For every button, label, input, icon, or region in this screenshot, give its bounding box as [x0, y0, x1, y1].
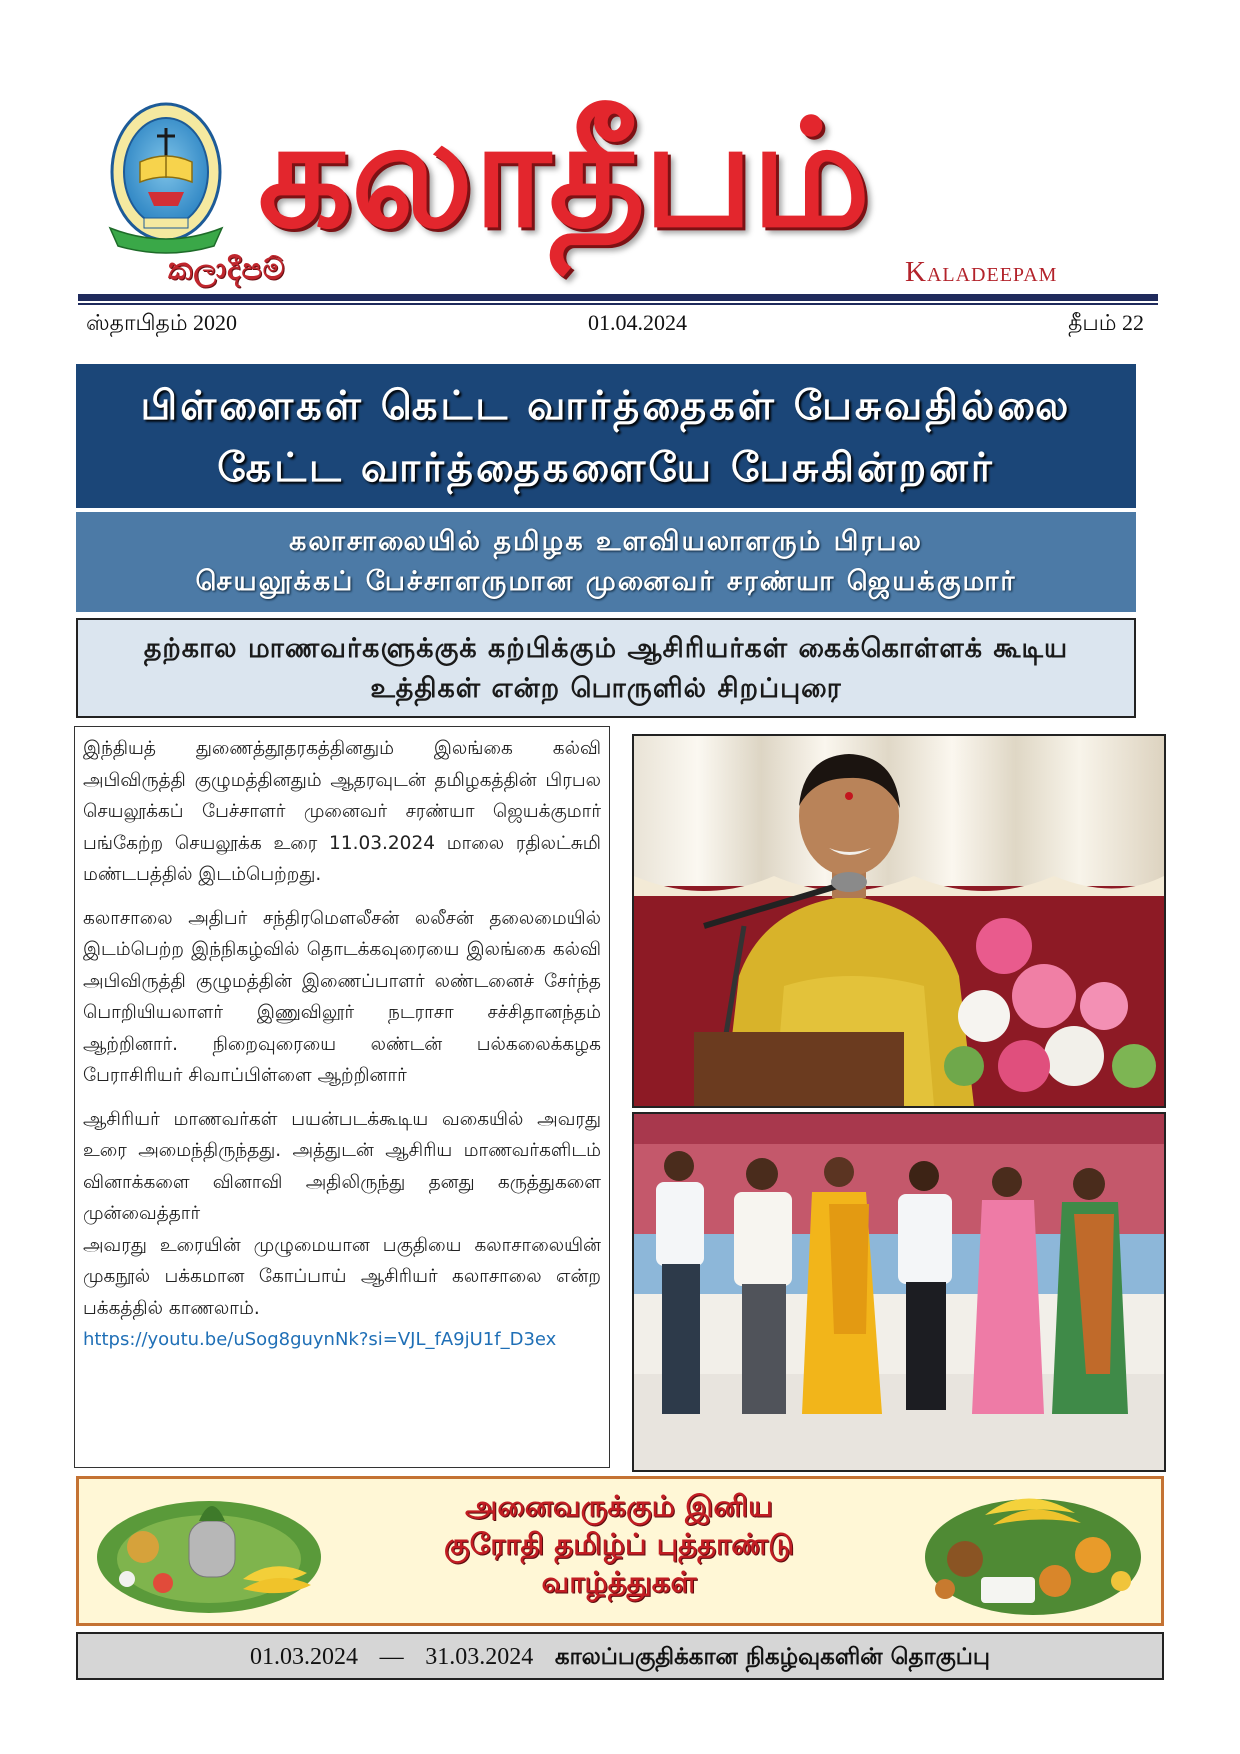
- masthead-rule-thin: [78, 303, 1158, 305]
- greeting-line-2: குரோதி தமிழ்ப் புத்தாண்டு: [444, 1527, 794, 1561]
- topic-line-1: தற்கால மாணவர்களுக்குக் கற்பிக்கும் ஆசிரியர்கள் கைக்கொள்ளக் கூடிய: [143, 633, 1069, 664]
- youtube-link[interactable]: https://youtu.be/uSog8guynNk?si=VJL_fA9jU1f_D3ex: [83, 1329, 557, 1350]
- group-photo: [632, 1112, 1166, 1472]
- topic-box: [76, 618, 1136, 718]
- issue-date: 01.04.2024: [588, 310, 687, 335]
- masthead-rule: [78, 294, 1158, 301]
- article-body: [74, 726, 610, 1468]
- period-start-date: 01.03.2024: [249, 1644, 358, 1670]
- period-summary-label: காலப்பகுதிக்கான நிகழ்வுகளின் தொகுப்பு: [554, 1644, 991, 1670]
- founded-year: ஸ்தாபிதம் 2020: [86, 310, 238, 335]
- festival-pot-banana-icon: [93, 1487, 325, 1615]
- subhead-line-2: செயலூக்கப் பேச்சாளருமான முனைவர் சரண்யா ஜெயக்குமார்: [195, 566, 1017, 597]
- article-paragraph-2: கலாசாலை அதிபர் சந்திரமௌலீசன் லலீசன் தலைமையில் இடம்பெற்ற இந்நிகழ்வில் தொடக்கவுரையை இலங்கை கல்வி அபிவிருத்தி குழுமத்தின் இணைப்பாளர் லண்டனைச் சேர்ந்த பொறியியலாளர் இணுவிலூர் நடராசா சச்சிதானந்தம் ஆற்றினார். நிறைவுரையை லண்டன் பல்கலைக்கழக பேராசிரியர் சிவாப்பிள்ளை ஆற்றினார்: [83, 907, 601, 1086]
- college-crest-icon: [102, 100, 230, 260]
- greeting-line-3: வாழ்த்துகள்: [541, 1565, 697, 1599]
- period-end-date: 31.03.2024: [425, 1644, 534, 1670]
- subheadline: [76, 512, 1136, 612]
- masthead-sinhala-title: කලාදීපම්: [168, 252, 286, 287]
- masthead-latin-title: Kaladeepam: [905, 256, 1058, 288]
- article-paragraph-4: அவரது உரையின் முழுமையான பகுதியை கலாசாலையின் முகநூல் பக்கமான கோப்பாய் ஆசிரியர் கலாசாலை என்ற பக்கத்தில் காணலாம்.: [83, 1234, 601, 1319]
- greeting-text: [379, 1487, 859, 1601]
- topic-line-2: உத்திகள் என்ற பொருளில் சிறப்புரை: [370, 673, 842, 704]
- subhead-line-1: கலாசாலையில் தமிழக உளவியலாளரும் பிரபல: [289, 526, 923, 557]
- new-year-greeting-banner: [76, 1476, 1164, 1626]
- masthead-title: கலாதீபம்: [258, 86, 869, 260]
- issue-number: தீபம் 22: [1068, 310, 1144, 335]
- headline-line-1: பிள்ளைகள் கெட்ட வார்த்தைகள் பேசுவதில்லை: [140, 383, 1072, 429]
- period-summary-bar: [76, 1632, 1164, 1680]
- headline-line-2: கேட்ட வார்த்தைகளையே பேசுகின்றனர்: [217, 445, 995, 491]
- speaker-at-microphone-photo: [632, 734, 1166, 1108]
- article-paragraph-1: இந்தியத் துணைத்தூதரகத்தினதும் இலங்கை கல்வி அபிவிருத்தி குழுமத்தினதும் ஆதரவுடன் தமிழகத்தின் பிரபல செயலூக்கப் பேச்சாளர் முனைவர் சரண்யா ஜெயக்குமார் பங்கேற்ற செயலூக்க உரை 11.03.2024 மாலை ரதிலட்சுமி மண்டபத்தில் இடம்பெற்றது.: [83, 738, 601, 885]
- sweets-platter-icon: [915, 1485, 1145, 1617]
- main-headline: [76, 364, 1136, 508]
- greeting-line-1: அனைவருக்கும் இனிய: [465, 1489, 773, 1523]
- article-paragraph-3: ஆசிரியர் மாணவர்கள் பயன்படக்கூடிய வகையில் அவரது உரை அமைந்திருந்தது. அத்துடன் ஆசிரிய மாணவர்களிடம் வினாக்களை வினாவி அதிலிருந்து தனது கருத்துகளை முன்வைத்தார்: [83, 1108, 601, 1224]
- period-separator: —: [379, 1644, 404, 1670]
